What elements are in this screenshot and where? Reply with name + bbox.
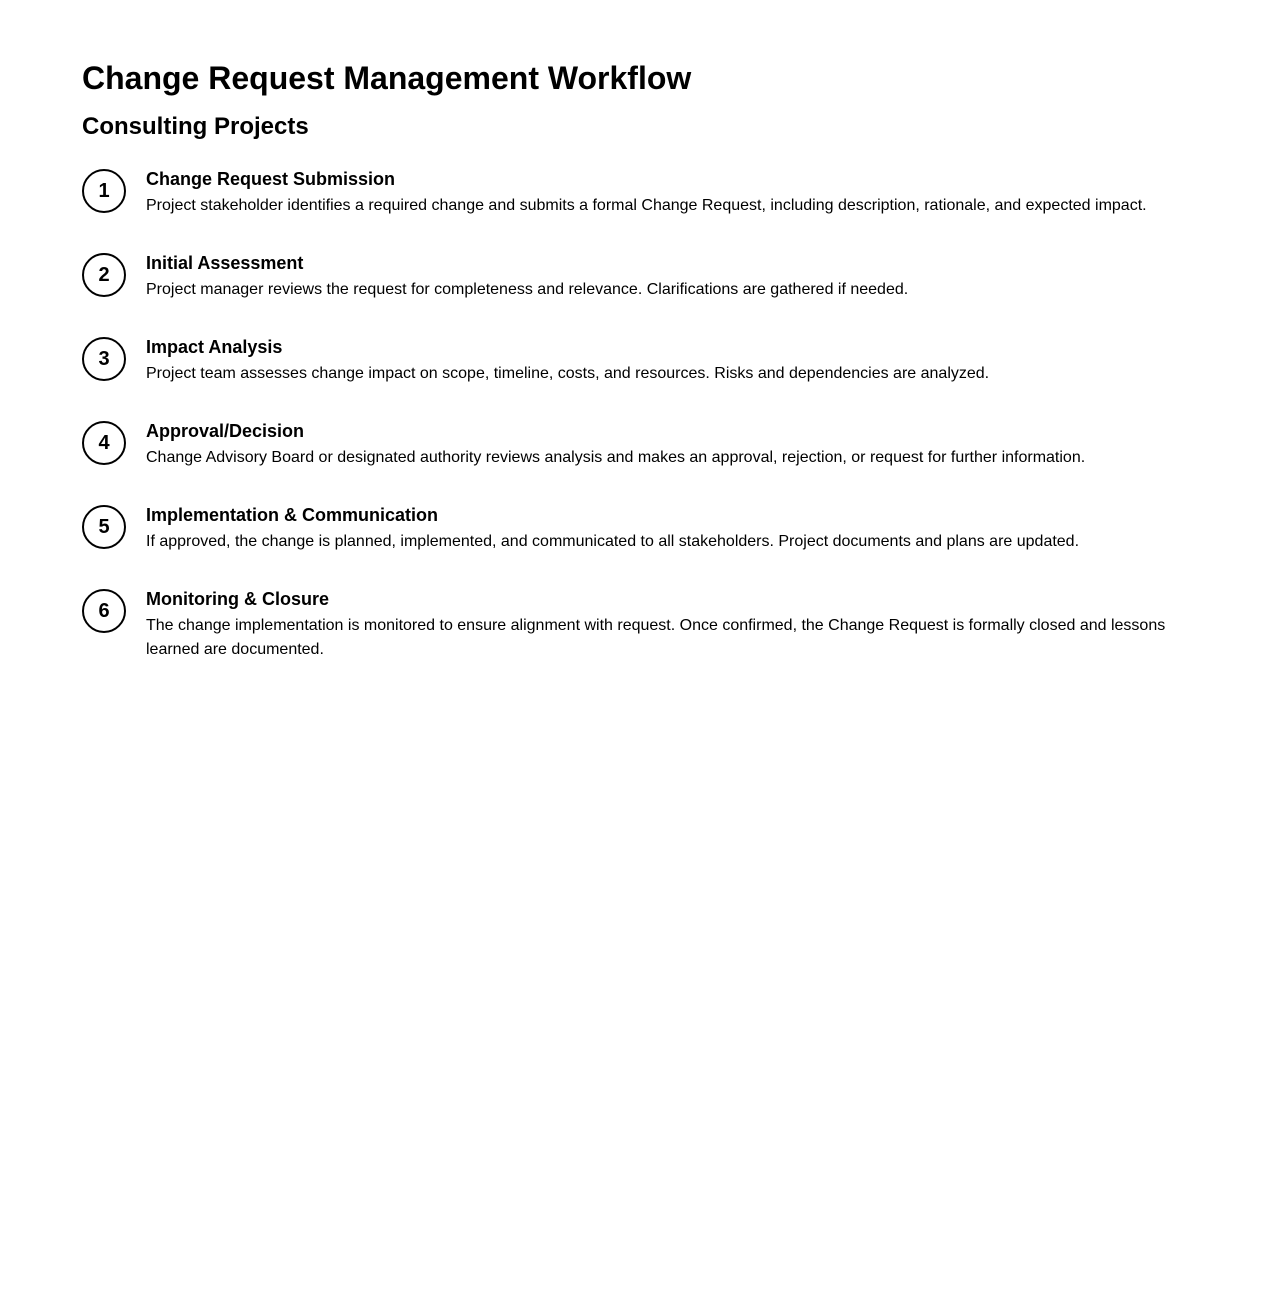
step-content (146, 168, 1192, 218)
step-description: Change Advisory Board or designated authority reviews analysis and makes an approval, rejection, or request for further information. (146, 449, 1086, 466)
step-description: If approved, the change is planned, implemented, and communicated to all stakeholders. Project documents and plans are updated. (146, 533, 1080, 550)
step-description: Project manager reviews the request for completeness and relevance. Clarifications are gathered if needed. (146, 281, 909, 298)
workflow-steps (82, 168, 1192, 662)
step-title: Monitoring & Closure (146, 589, 329, 609)
step-title: Initial Assessment (146, 253, 304, 273)
step-number-badge: 6 (82, 589, 126, 633)
step-content (146, 336, 1192, 386)
workflow-step-4 (82, 420, 1192, 470)
workflow-step-6 (82, 588, 1192, 662)
step-number-badge: 1 (82, 169, 126, 213)
step-content (146, 504, 1192, 554)
page-title: Change Request Management Workflow (82, 60, 692, 96)
step-number-badge: 4 (82, 421, 126, 465)
step-description: Project stakeholder identifies a required change and submits a formal Change Request, including description, rationale, and expected impact. (146, 197, 1147, 214)
step-description: The change implementation is monitored to ensure alignment with request. Once confirmed, the Change Request is formally closed and lessons learned are documented. (146, 617, 1166, 658)
step-title: Change Request Submission (146, 169, 396, 189)
page-subtitle: Consulting Projects (82, 113, 309, 140)
step-content (146, 588, 1192, 662)
workflow-step-2 (82, 252, 1192, 302)
step-title: Approval/Decision (146, 421, 305, 441)
step-description: Project team assesses change impact on scope, timeline, costs, and resources. Risks and dependencies are analyzed. (146, 365, 990, 382)
step-content (146, 420, 1192, 470)
workflow-step-1 (82, 168, 1192, 218)
step-title: Implementation & Communication (146, 505, 439, 525)
workflow-step-5 (82, 504, 1192, 554)
step-number-badge: 2 (82, 253, 126, 297)
step-number-badge: 5 (82, 505, 126, 549)
step-number-badge: 3 (82, 337, 126, 381)
workflow-step-3 (82, 336, 1192, 386)
workflow-document (82, 58, 1192, 662)
step-content (146, 252, 1192, 302)
step-title: Impact Analysis (146, 337, 283, 357)
